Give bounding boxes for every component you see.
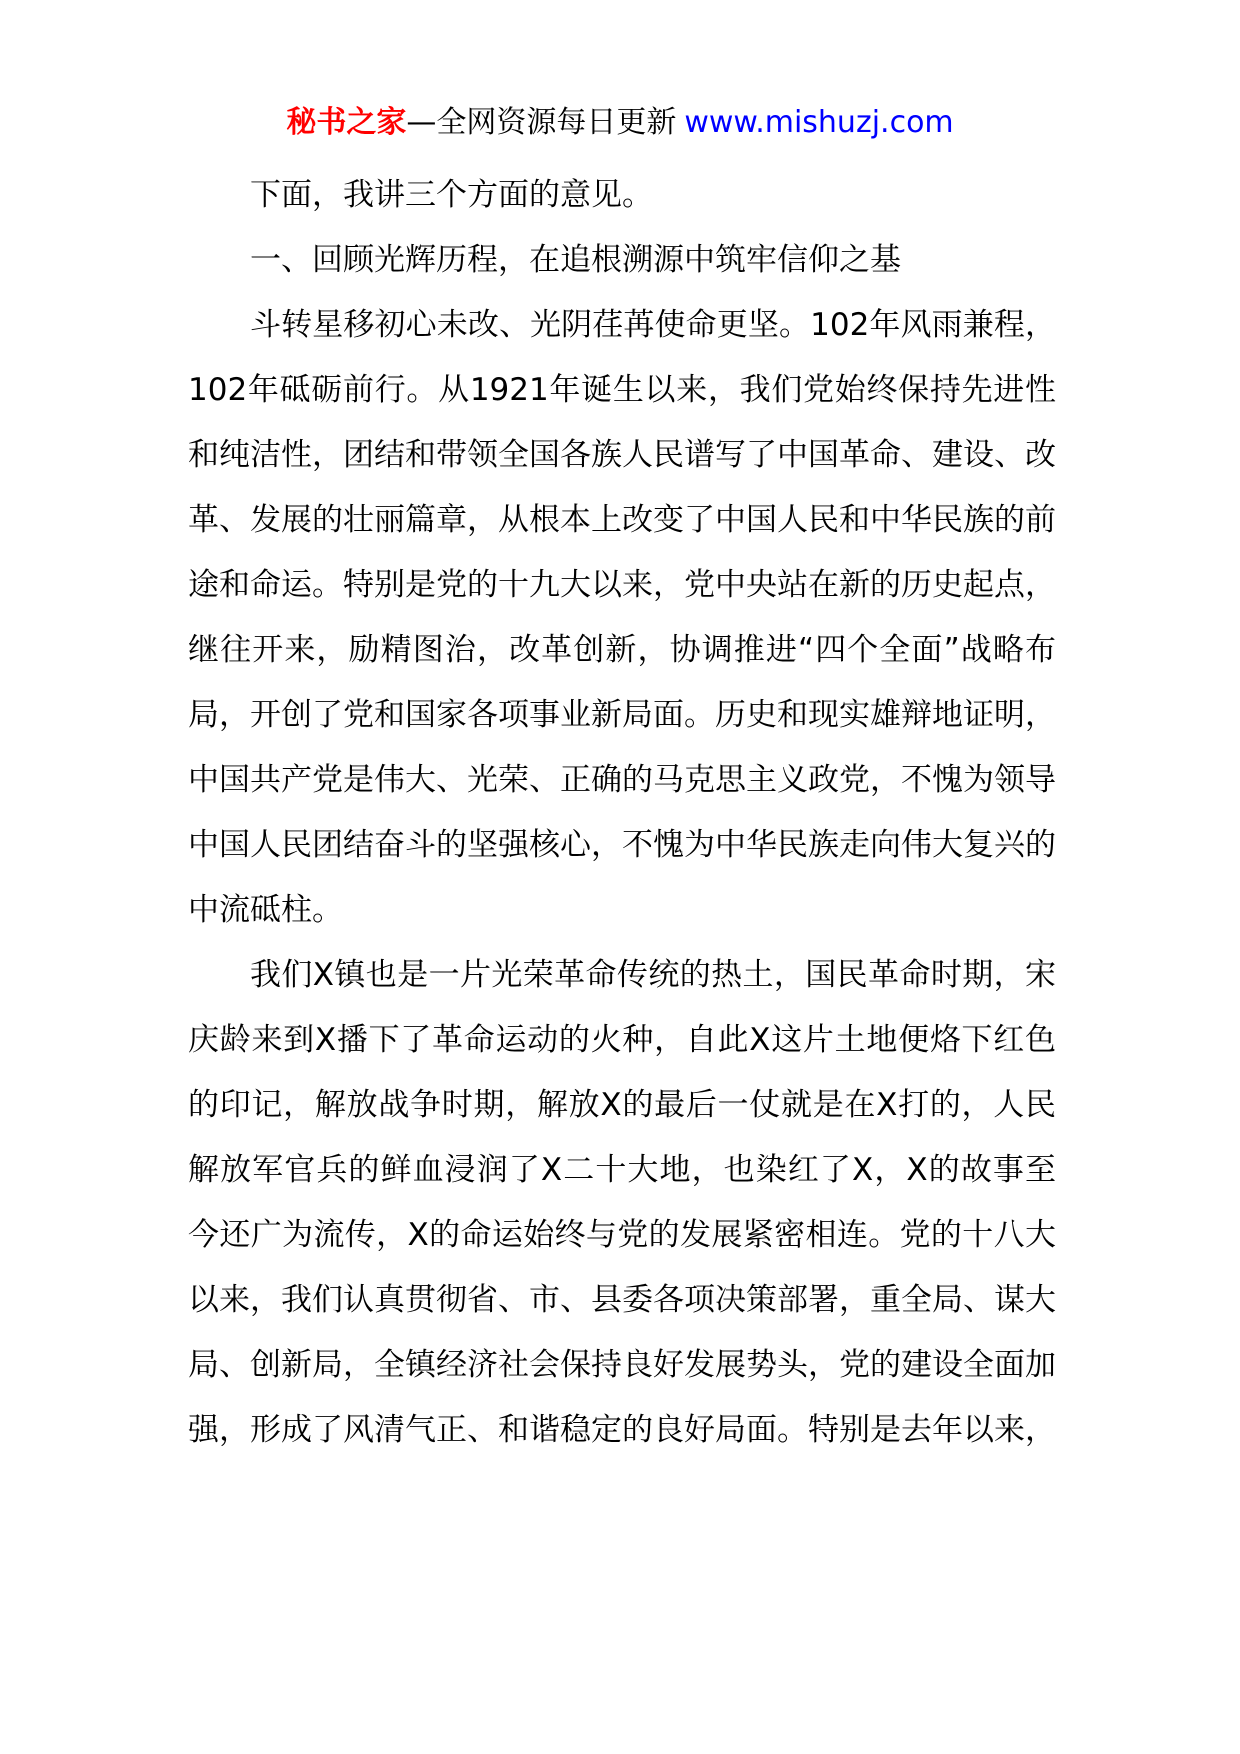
body-paragraph: 我们X镇也是一片光荣革命传统的热土，国民革命时期，宋庆龄来到X播下了革命运动的火种，自此X这片土地便烙下红色的印记，解放战争时期，解放X的最后一仗就是在X打的，人民解放军官兵的鲜血浸润了X二十大地，也染红了X，X的故事至今还广为流传，X的命运始终与党的发展紧密相连。党的十八大以来，我们认真贯彻省、市、县委各项决策部署，重全局、谋大局、创新局，全镇经济社会保持良好发展势头，党的建设全面加强，形成了风清气正、和谐稳定的良好局面。特别是去年以来， [188, 957, 1056, 1448]
document-body [188, 163, 1056, 1463]
website-link[interactable]: www.mishuzj.com [684, 105, 954, 140]
body-paragraph: 斗转星移初心未改、光阴荏苒使命更坚。102年风雨兼程，102年砥砺前行。从1921年诞生以来，我们党始终保持先进性和纯洁性，团结和带领全国各族人民谱写了中国革命、建设、改革、发展的壮丽篇章，从根本上改变了中国人民和中华民族的前途和命运。特别是党的十九大以来，党中央站在新的历史起点，继往开来，励精图治，改革创新，协调推进“四个全面”战略布局，开创了党和国家各项事业新局面。历史和现实雄辩地证明，中国共产党是伟大、光荣、正确的马克思主义政党，不愧为领导中国人民团结奋斗的坚强核心，不愧为中华民族走向伟大复兴的中流砥柱。 [188, 307, 1056, 928]
intro-paragraph: 下面，我讲三个方面的意见。 [250, 177, 653, 213]
header-tagline: —全网资源每日更新 [406, 105, 677, 140]
section-heading: 一、回顾光辉历程，在追根溯源中筑牢信仰之基 [250, 242, 901, 278]
brand-name: 秘书之家 [286, 105, 407, 140]
page-header [0, 103, 1240, 143]
